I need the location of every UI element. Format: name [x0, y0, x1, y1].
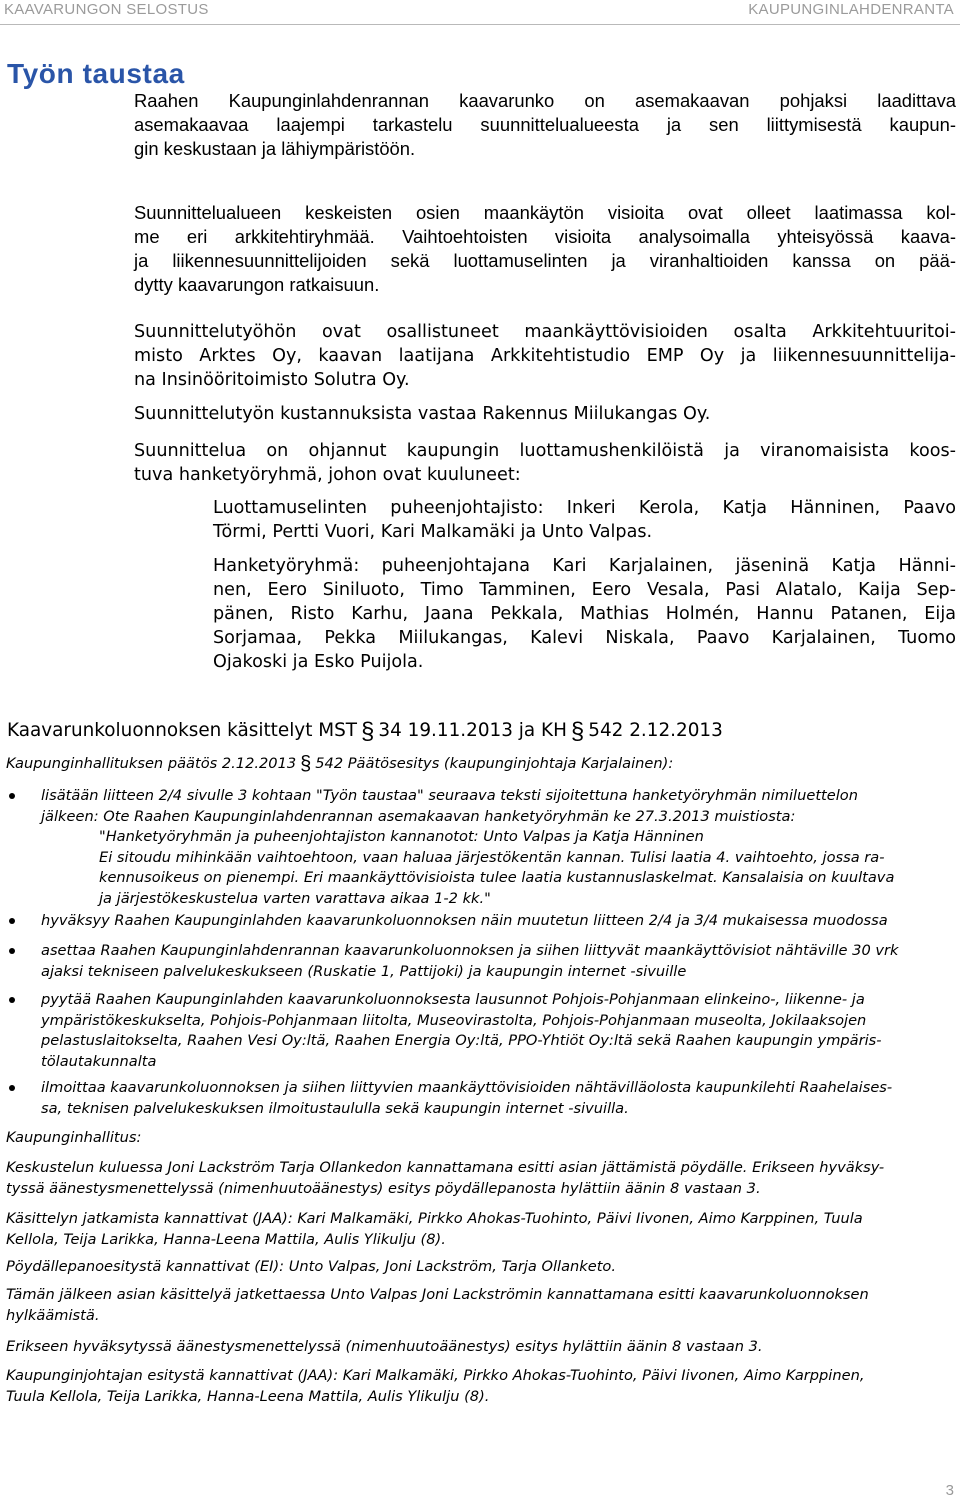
text-line: Suunnittelutyön kustannuksista vastaa Rakennus Miilukangas Oy. — [134, 404, 711, 424]
text-line: ja liikennesuunnittelijoiden sekä luottamuselinten ja viranhaltioiden kanssa on pää- — [134, 250, 956, 271]
quote-line: "Hanketyöryhmän ja puheenjohtajiston kannanotot: Unto Valpas ja Katja Hänninen — [99, 828, 704, 845]
text-line: lisätään liitteen 2/4 sivulle 3 kohtaan "Työn taustaa" seuraava teksti sijoitettuna hanketyöryhmän nimiluettelon — [41, 787, 858, 804]
header-left-text: KAAVARUNGON SELOSTUS — [4, 1, 209, 18]
paragraph-intro — [134, 89, 956, 161]
text-line: pelastuslaitokselta, Raahen Vesi Oy:ltä, Raahen Energia Oy:ltä, PPO-Yhtiöt Oy:ltä sekä Raahen kaupungin ympäris- — [41, 1032, 882, 1049]
decision-line — [6, 754, 958, 775]
text-line: asemakaavaa laajempi tarkastelu suunnittelualueesta ja sen liittymisestä kaupun- — [134, 114, 956, 135]
list-item-text — [41, 786, 956, 909]
text-line: asettaa Raahen Kaupunginlahdenrannan kaavarunkoluonnoksen ja siihen liittyvät maankäyttövisiot nähtäville 30 vrk — [41, 942, 899, 959]
paragraph-project-group — [213, 554, 956, 674]
bullet-icon — [9, 997, 15, 1003]
text-line: tölautakunnalta — [41, 1052, 157, 1070]
text-line: ympäristökeskukselta, Pohjois-Pohjanmaan liitolta, Museovirastolta, Pohjois-Pohjanmaan museolta, Jokilaaksojen — [41, 1011, 867, 1029]
text-line: Ojakoski ja Esko Puijola. — [213, 652, 424, 672]
text-line: pänen, Risto Karhu, Jaana Pekkala, Mathias Holmén, Hannu Patanen, Eija — [213, 604, 956, 624]
text-line: hyväksyy Raahen Kaupunginlahden kaavarunkoluonnoksen näin muutetun liitteen 2/4 ja 3/4 mukaisessa muodossa — [41, 912, 888, 929]
text-line: me eri arkkitehtiryhmää. Vaihtoehtoisten visioita analysoimalla yhteisyössä kaava- — [134, 226, 956, 247]
header-right-text: KAUPUNGINLAHDENRANTA — [748, 1, 954, 18]
text-line: Tuula Kellola, Teija Larikka, Hanna-Leena Mattila, Aulis Ylikulju (8). — [6, 1387, 490, 1405]
text-line: misto Arktes Oy, kaavan laatijana Arkkitehtistudio EMP Oy ja liikennesuunnittelija- — [134, 346, 956, 366]
quote-line: Ei sitoudu mihinkään vaihtoehtoon, vaan haluaa järjestökentän kannan. Tulisi laatia 4. vaihtoehto, jossa ra- — [99, 848, 885, 866]
section-sign: § — [300, 753, 312, 775]
text-line: Luottamuselinten puheenjohtajisto: Inkeri Kerola, Katja Hänninen, Paavo — [213, 498, 956, 518]
list-item-text — [41, 990, 956, 1072]
text-line: gin keskustaan ja lähiympäristöön. — [134, 138, 416, 159]
text-line: nen, Eero Siniluoto, Timo Tamminen, Eero Vesala, Pasi Alatalo, Kaija Sep- — [213, 580, 956, 600]
text-line: Käsittelyn jatkamista kannattivat (JAA): Kari Malkamäki, Pirkko Ahokas-Tuohinto, Päivi Iivonen, Aimo Karppinen, Tuula — [6, 1210, 863, 1227]
paragraph-costs — [134, 402, 956, 426]
quote-line: kennusoikeus on pienempi. Eri maankäyttövisioista tulee laatia kustannuslaskelmat. Kansalaisia on kuultava — [99, 869, 895, 886]
section-text: Kaavarunkoluonnoksen käsittelyt MST — [7, 720, 358, 741]
text-line: Raahen Kaupunginlahdenrannan kaavarunko on asemakaavan pohjaksi laadittava — [134, 90, 956, 111]
kh-paragraph-1 — [6, 1158, 958, 1199]
paragraph-chairs — [213, 496, 956, 544]
text-line: na Insinööritoimisto Solutra Oy. — [134, 370, 410, 390]
section-sign: § — [361, 718, 375, 745]
text-line: hylkäämistä. — [6, 1306, 100, 1324]
text-line: tyssä äänestysmenettelyssä (nimenhuutoäänestys) esitys pöydällepanosta hylättiin äänin 8 vastaan 3. — [6, 1179, 761, 1197]
paragraph-visions — [134, 201, 956, 297]
text-line: Sorjamaa, Pekka Miilukangas, Kalevi Niskala, Paavo Karjalainen, Tuomo — [213, 628, 956, 648]
text-line: ilmoittaa kaavarunkoluonnoksen ja siihen liittyvien maankäyttövisioiden nähtävilläolosta kaupunkilehti Raahelaises- — [41, 1079, 893, 1096]
text-line: dytty kaavarungon ratkaisuun. — [134, 274, 380, 295]
kh-label: Kaupunginhallitus: — [6, 1129, 142, 1146]
text-line: Kaupunginjohtajan esitystä kannattivat (JAA): Kari Malkamäki, Pirkko Ahokas-Tuohinto, Päivi Iivonen, Aimo Karppinen, — [6, 1367, 865, 1384]
quote-line: ja järjestökeskustelua varten varattava aikaa 1-2 kk." — [99, 889, 491, 907]
list-item-text — [41, 911, 956, 932]
kh-paragraph-2 — [6, 1209, 958, 1250]
text-line: Suunnittelualueen keskeisten osien maankäytön visioita ovat olleet laatimassa kol- — [134, 202, 956, 223]
kh-paragraph-4 — [6, 1285, 958, 1326]
page-number: 3 — [945, 1482, 954, 1499]
kh-paragraph-6 — [6, 1366, 958, 1407]
list-item-text — [41, 1078, 956, 1119]
list-item-text — [41, 941, 956, 982]
section-heading — [7, 719, 723, 744]
paragraph-steering — [134, 439, 956, 487]
section-text: 542 2.12.2013 — [588, 720, 723, 741]
text-line: ajaksi tekniseen palvelukeskukseen (Ruskatie 1, Pattijoki) ja kaupungin internet -sivuille — [41, 962, 687, 980]
text-line: tuva hanketyöryhmä, johon ovat kuuluneet: — [134, 465, 521, 485]
text-line: pyytää Raahen Kaupunginlahden kaavarunkoluonnoksesta lausunnot Pohjois-Pohjanmaan elinkeino-, liikenne- ja — [41, 991, 865, 1008]
decision-text: 542 Päätösesitys (kaupunginjohtaja Karjalainen): — [315, 755, 674, 772]
text-line: Suunnittelutyöhön ovat osallistuneet maankäyttövisioiden osalta Arkkitehtuuritoi- — [134, 322, 956, 342]
text-line: Törmi, Pertti Vuori, Kari Malkamäki ja Unto Valpas. — [213, 522, 653, 542]
decision-text: Kaupunginhallituksen päätös 2.12.2013 — [6, 755, 297, 772]
bullet-icon — [9, 1085, 15, 1091]
bullet-icon — [9, 918, 15, 924]
text-line: Kellola, Teija Larikka, Hanna-Leena Mattila, Aulis Ylikulju (8). — [6, 1230, 446, 1248]
text-line: Hanketyöryhmä: puheenjohtajana Kari Karjalainen, jäseninä Katja Hänni- — [213, 556, 956, 576]
page-header — [0, 0, 960, 25]
bullet-icon — [9, 948, 15, 954]
kh-paragraph-5: Erikseen hyväksytyssä äänestysmenettelyssä (nimenhuutoäänestys) esitys hylättiin äänin 8 vastaan 3. — [6, 1338, 763, 1355]
text-line: Keskustelun kuluessa Joni Lackström Tarja Ollankedon kannattamana esitti asian jättämistä pöydälle. Erikseen hyväksy- — [6, 1159, 885, 1176]
text-line: Suunnittelua on ohjannut kaupungin luottamushenkilöistä ja viranomaisista koos- — [134, 441, 956, 461]
bullet-icon — [9, 793, 15, 799]
text-line: sa, teknisen palvelukeskuksen ilmoitustaululla sekä kaupungin internet -sivuilla. — [41, 1099, 629, 1117]
text-line: Tämän jälkeen asian käsittelyä jatkettaessa Unto Valpas Joni Lackströmin kannattamana esitti kaavarunkoluonnoksen — [6, 1286, 869, 1303]
kh-paragraph-3: Pöydällepanoesitystä kannattivat (EI): Unto Valpas, Joni Lackström, Tarja Ollanketo. — [6, 1258, 616, 1275]
paragraph-participants — [134, 320, 956, 392]
section-text: 34 19.11.2013 ja KH — [378, 720, 567, 741]
text-line: jälkeen: Ote Raahen Kaupunginlahdenrannan asemakaavan hanketyöryhmän ke 27.3.2013 muistiosta: — [41, 807, 796, 825]
section-sign: § — [570, 718, 585, 745]
page-title: Työn taustaa — [7, 58, 185, 89]
